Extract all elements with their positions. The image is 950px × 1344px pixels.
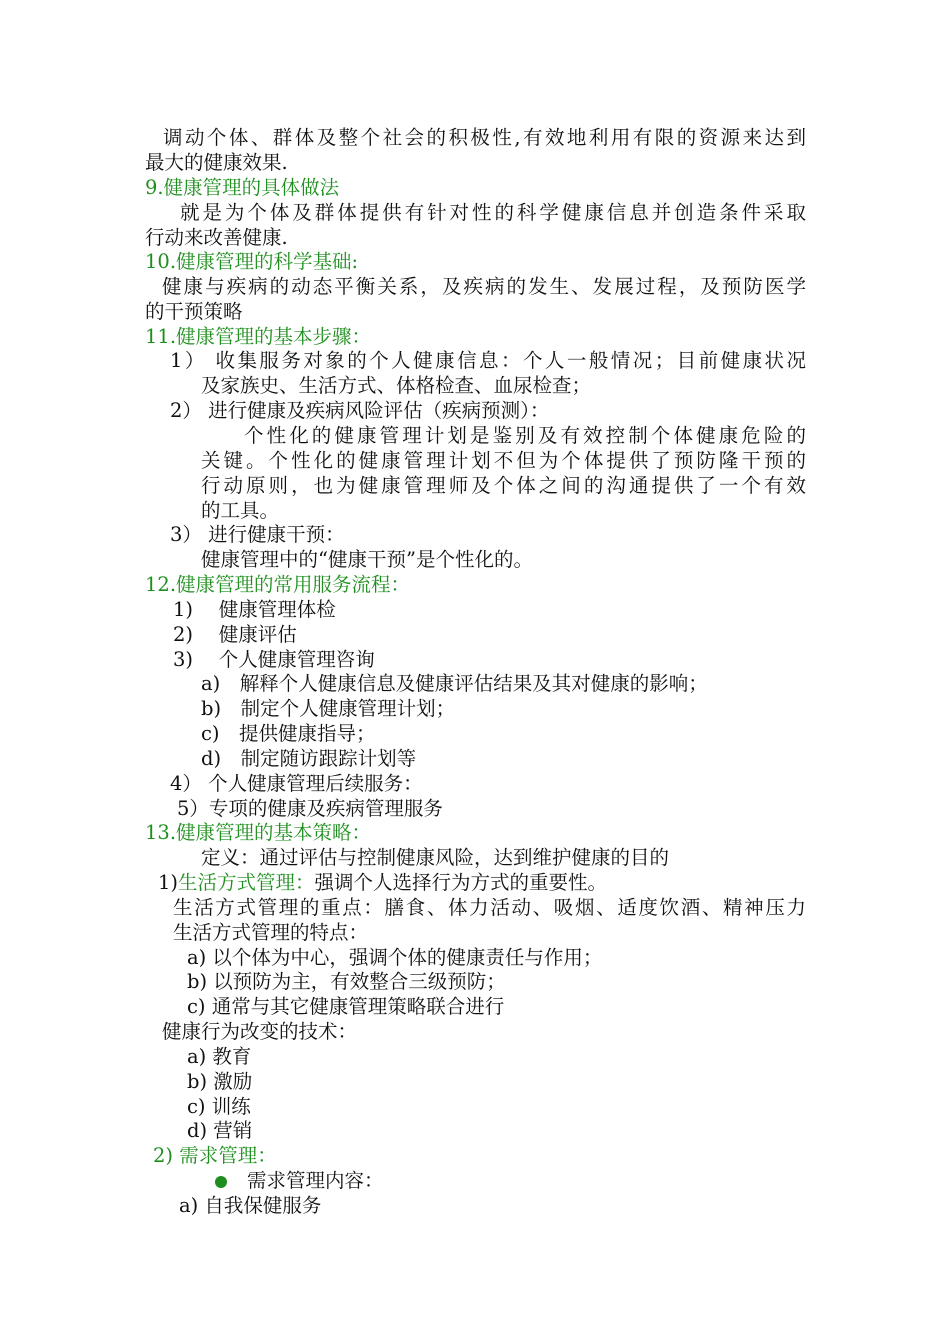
- subsection-heading: 生活方式管理：: [178, 871, 315, 894]
- list-item: a) 以个体为中心，强调个体的健康责任与作用；: [187, 946, 603, 969]
- bullet-dot-icon: [215, 1176, 227, 1188]
- list-item: 1) 健康管理体检: [173, 598, 336, 621]
- text-line: 及家族史、生活方式、体格检查、血尿检查；: [201, 374, 592, 397]
- list-item: 5）专项的健康及疾病管理服务: [177, 797, 443, 820]
- text-line: 健康行为改变的技术：: [162, 1020, 358, 1043]
- text-line: 健康管理中的“健康干预”是个性化的。: [201, 548, 533, 571]
- list-item: a) 教育: [187, 1045, 252, 1068]
- list-item: 1） 收集服务对象的个人健康信息：个人一般情况；目前健康状况: [170, 349, 806, 372]
- text-line: 的工具。: [201, 499, 280, 522]
- list-item: b) 激励: [187, 1070, 253, 1093]
- subsection-lifestyle-management: [158, 870, 607, 895]
- text-line: 生活方式管理的重点：膳食、体力活动、吸烟、适度饮酒、精神压力: [173, 896, 806, 919]
- list-item: 2) 健康评估: [173, 623, 297, 646]
- text-line: 健康与疾病的动态平衡关系，及疾病的发生、发展过程，及预防医学: [162, 275, 806, 298]
- list-item: c) 通常与其它健康管理策略联合进行: [187, 995, 505, 1018]
- list-item: a) 自我保健服务: [179, 1194, 322, 1217]
- section-heading-12: 12.健康管理的常用服务流程：: [145, 573, 411, 596]
- text-line: 关键。个性化的健康管理计划不但为个体提供了预防隆干预的: [201, 449, 806, 472]
- section-heading-10: 10.健康管理的科学基础:: [145, 250, 359, 273]
- list-item: d) 营销: [187, 1119, 253, 1142]
- list-item: 4） 个人健康管理后续服务：: [170, 772, 423, 795]
- bullet-text: 需求管理内容：: [247, 1169, 384, 1192]
- list-item: c) 训练: [187, 1095, 251, 1118]
- list-item: b) 制定个人健康管理计划；: [201, 697, 456, 720]
- text-line: 行动来改善健康.: [145, 226, 288, 249]
- bullet-item: [215, 1168, 384, 1193]
- subsection-description: 强调个人选择行为方式的重要性。: [314, 871, 608, 894]
- section-heading-13: 13.健康管理的基本策略：: [145, 821, 372, 844]
- text-line: 最大的健康效果.: [145, 151, 288, 174]
- subsection-demand-management: 2) 需求管理：: [153, 1144, 277, 1167]
- list-item: c) 提供健康指导；: [201, 722, 376, 745]
- section-heading-11: 11.健康管理的基本步骤：: [145, 325, 372, 348]
- text-line: 行动原则，也为健康管理师及个体之间的沟通提供了一个有效: [201, 474, 806, 497]
- text-line: 调动个体、群体及整个社会的积极性,有效地利用有限的资源来达到: [163, 126, 806, 149]
- text-line: 生活方式管理的特点：: [173, 921, 369, 944]
- list-item: b) 以预防为主，有效整合三级预防；: [187, 970, 506, 993]
- section-heading-9: 9.健康管理的具体做法: [145, 176, 340, 199]
- list-item: 3） 进行健康干预：: [170, 523, 345, 546]
- text-line: 就是为个体及群体提供有针对性的科学健康信息并创造条件采取: [180, 201, 806, 224]
- text-line: 定义：通过评估与控制健康风险，达到维护健康的目的: [201, 846, 670, 869]
- list-item: 2） 进行健康及疾病风险评估（疾病预测）：: [170, 399, 550, 422]
- list-item: a) 解释个人健康信息及健康评估结果及其对健康的影响；: [201, 672, 708, 695]
- text-line: 个性化的健康管理计划是鉴别及有效控制个体健康危险的: [244, 424, 806, 447]
- list-item: 3) 个人健康管理咨询: [173, 648, 375, 671]
- text-line: 的干预策略: [145, 300, 243, 323]
- list-item: d) 制定随访跟踪计划等: [201, 747, 417, 770]
- list-number: 1): [158, 871, 179, 894]
